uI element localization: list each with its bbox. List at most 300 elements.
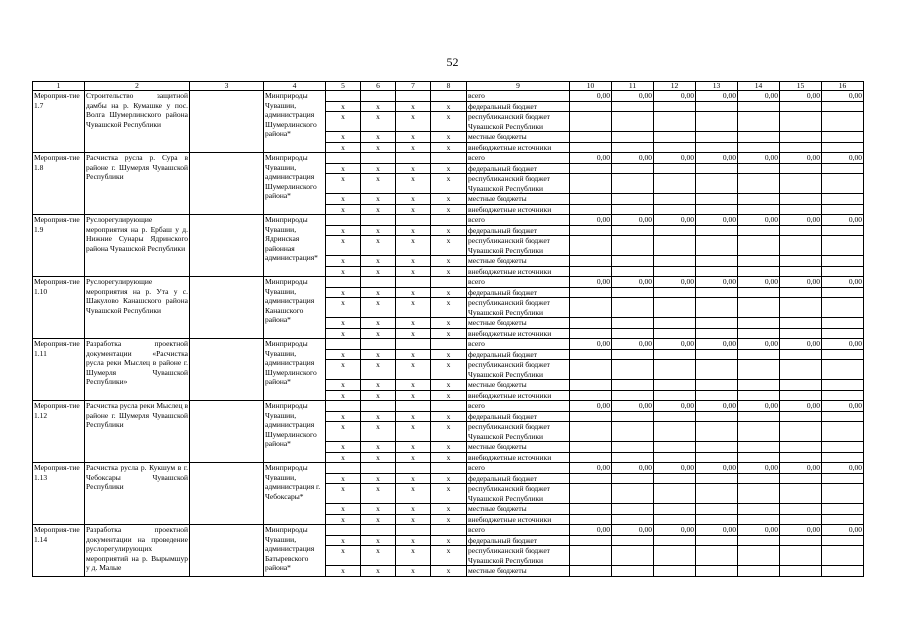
x-mark: x: [361, 546, 396, 566]
value-cell: 0,00: [738, 153, 780, 164]
x-mark: x: [326, 132, 361, 143]
empty-cell: [822, 287, 864, 298]
x-mark: x: [396, 442, 431, 453]
empty-cell: [654, 132, 696, 143]
x-mark: x: [396, 132, 431, 143]
col-header: 6: [361, 82, 396, 91]
x-mark: x: [326, 174, 361, 194]
event-executor: Минприроды Чувашии, администрация Шумерлинского района*: [264, 401, 326, 463]
x-mark: x: [361, 132, 396, 143]
x-mark: x: [361, 514, 396, 525]
value-cell: 0,00: [570, 525, 612, 536]
x-mark: x: [326, 225, 361, 236]
funding-source: всего: [467, 277, 570, 288]
x-mark: x: [396, 546, 431, 566]
x-mark: x: [396, 328, 431, 339]
x-mark: x: [361, 328, 396, 339]
event-executor: Минприроды Чувашии, администрация г. Чебоксары*: [264, 463, 326, 525]
x-mark: x: [431, 318, 467, 329]
empty-cell: [570, 174, 612, 194]
x-mark: x: [431, 452, 467, 463]
empty-cell: [654, 266, 696, 277]
empty-cell: [654, 225, 696, 236]
empty-cell: [570, 422, 612, 442]
x-mark: x: [396, 142, 431, 153]
x-mark: x: [326, 452, 361, 463]
value-cell: 0,00: [780, 401, 822, 412]
event-number: Мероприя-тие 1.14: [33, 525, 85, 577]
empty-cell: [696, 390, 738, 401]
table-row: [33, 463, 864, 474]
empty-cell: [780, 225, 822, 236]
value-cell: 0,00: [570, 91, 612, 102]
funding-source: всего: [467, 525, 570, 536]
value-cell: 0,00: [780, 277, 822, 288]
x-mark: x: [361, 287, 396, 298]
funding-source: федеральный бюджет: [467, 225, 570, 236]
empty-cell: [396, 339, 431, 350]
empty-cell: [822, 390, 864, 401]
empty-cell: [822, 194, 864, 205]
empty-cell: [696, 422, 738, 442]
empty-cell: [738, 194, 780, 205]
x-mark: x: [396, 566, 431, 577]
empty-cell: [361, 215, 396, 226]
empty-cell: [570, 142, 612, 153]
empty-cell: [738, 411, 780, 422]
value-cell: 0,00: [612, 339, 654, 350]
empty-cell: [696, 298, 738, 318]
empty-cell: [738, 318, 780, 329]
x-mark: x: [326, 535, 361, 546]
empty-cell: [190, 153, 264, 215]
value-cell: 0,00: [822, 339, 864, 350]
empty-cell: [570, 318, 612, 329]
empty-cell: [780, 380, 822, 391]
table-row: [33, 277, 864, 288]
x-mark: x: [361, 163, 396, 174]
value-cell: 0,00: [780, 525, 822, 536]
empty-cell: [696, 328, 738, 339]
empty-cell: [570, 194, 612, 205]
x-mark: x: [326, 204, 361, 215]
x-mark: x: [396, 484, 431, 504]
x-mark: x: [361, 484, 396, 504]
empty-cell: [822, 142, 864, 153]
empty-cell: [396, 401, 431, 412]
empty-cell: [780, 442, 822, 453]
event-executor: Минприроды Чувашии, администрация Шумерлинского района*: [264, 153, 326, 215]
empty-cell: [431, 339, 467, 350]
empty-cell: [570, 163, 612, 174]
empty-cell: [570, 484, 612, 504]
empty-cell: [654, 514, 696, 525]
x-mark: x: [326, 349, 361, 360]
event-number: Мероприя-тие 1.13: [33, 463, 85, 525]
funding-source: местные бюджеты: [467, 380, 570, 391]
empty-cell: [326, 463, 361, 474]
value-cell: 0,00: [570, 277, 612, 288]
value-cell: 0,00: [822, 401, 864, 412]
funding-source: внебюджетные источники: [467, 390, 570, 401]
empty-cell: [822, 442, 864, 453]
empty-cell: [654, 204, 696, 215]
empty-cell: [780, 256, 822, 267]
value-cell: 0,00: [780, 215, 822, 226]
empty-cell: [396, 91, 431, 102]
table-row: [33, 525, 864, 536]
event-executor: Минприроды Чувашии, администрация Шумерлинского района*: [264, 339, 326, 401]
x-mark: x: [361, 204, 396, 215]
x-mark: x: [326, 101, 361, 112]
empty-cell: [696, 225, 738, 236]
empty-cell: [780, 112, 822, 132]
empty-cell: [612, 112, 654, 132]
x-mark: x: [431, 112, 467, 132]
empty-cell: [780, 535, 822, 546]
value-cell: 0,00: [822, 525, 864, 536]
x-mark: x: [431, 360, 467, 380]
value-cell: 0,00: [822, 463, 864, 474]
empty-cell: [696, 112, 738, 132]
x-mark: x: [326, 442, 361, 453]
empty-cell: [696, 132, 738, 143]
empty-cell: [696, 256, 738, 267]
funding-source: местные бюджеты: [467, 442, 570, 453]
empty-cell: [654, 101, 696, 112]
empty-cell: [570, 225, 612, 236]
x-mark: x: [396, 256, 431, 267]
value-cell: 0,00: [822, 277, 864, 288]
empty-cell: [612, 287, 654, 298]
value-cell: 0,00: [654, 153, 696, 164]
col-header: 15: [780, 82, 822, 91]
event-description: Расчистка русла р. Сура в районе г. Шумерля Чувашской Республики: [85, 153, 190, 215]
empty-cell: [822, 318, 864, 329]
value-cell: 0,00: [822, 91, 864, 102]
col-header: 5: [326, 82, 361, 91]
value-cell: 0,00: [570, 153, 612, 164]
value-cell: 0,00: [738, 339, 780, 350]
empty-cell: [654, 360, 696, 380]
empty-cell: [570, 380, 612, 391]
funding-source: федеральный бюджет: [467, 101, 570, 112]
value-cell: 0,00: [570, 401, 612, 412]
x-mark: x: [326, 422, 361, 442]
empty-cell: [738, 360, 780, 380]
funding-source: республиканский бюджет Чувашской Республики: [467, 360, 570, 380]
value-cell: 0,00: [696, 401, 738, 412]
empty-cell: [612, 328, 654, 339]
x-mark: x: [396, 163, 431, 174]
program-table: [32, 81, 864, 577]
x-mark: x: [431, 256, 467, 267]
empty-cell: [612, 204, 654, 215]
empty-cell: [822, 298, 864, 318]
x-mark: x: [431, 174, 467, 194]
empty-cell: [696, 566, 738, 577]
x-mark: x: [326, 484, 361, 504]
empty-cell: [696, 266, 738, 277]
x-mark: x: [396, 112, 431, 132]
empty-cell: [361, 277, 396, 288]
table-row: [33, 91, 864, 102]
x-mark: x: [326, 328, 361, 339]
value-cell: 0,00: [738, 525, 780, 536]
empty-cell: [361, 153, 396, 164]
value-cell: 0,00: [780, 91, 822, 102]
x-mark: x: [396, 452, 431, 463]
empty-cell: [570, 236, 612, 256]
empty-cell: [612, 504, 654, 515]
empty-cell: [612, 298, 654, 318]
x-mark: x: [431, 101, 467, 112]
empty-cell: [396, 525, 431, 536]
x-mark: x: [361, 174, 396, 194]
funding-source: всего: [467, 339, 570, 350]
empty-cell: [738, 452, 780, 463]
empty-cell: [570, 132, 612, 143]
empty-cell: [780, 566, 822, 577]
empty-cell: [696, 504, 738, 515]
empty-cell: [190, 401, 264, 463]
empty-cell: [570, 266, 612, 277]
empty-cell: [738, 256, 780, 267]
value-cell: 0,00: [696, 277, 738, 288]
empty-cell: [696, 484, 738, 504]
col-header: 8: [431, 82, 467, 91]
empty-cell: [738, 349, 780, 360]
funding-source: местные бюджеты: [467, 566, 570, 577]
empty-cell: [738, 390, 780, 401]
funding-source: внебюджетные источники: [467, 452, 570, 463]
x-mark: x: [396, 349, 431, 360]
empty-cell: [570, 328, 612, 339]
empty-cell: [612, 318, 654, 329]
x-mark: x: [431, 380, 467, 391]
empty-cell: [822, 225, 864, 236]
empty-cell: [822, 266, 864, 277]
empty-cell: [570, 298, 612, 318]
empty-cell: [780, 411, 822, 422]
funding-source: всего: [467, 91, 570, 102]
funding-source: республиканский бюджет Чувашской Республики: [467, 112, 570, 132]
empty-cell: [654, 390, 696, 401]
empty-cell: [738, 473, 780, 484]
empty-cell: [654, 473, 696, 484]
value-cell: 0,00: [654, 525, 696, 536]
empty-cell: [822, 101, 864, 112]
empty-cell: [780, 349, 822, 360]
value-cell: 0,00: [654, 339, 696, 350]
event-number: Мероприя-тие 1.10: [33, 277, 85, 339]
x-mark: x: [326, 163, 361, 174]
x-mark: x: [326, 142, 361, 153]
x-mark: x: [326, 411, 361, 422]
value-cell: 0,00: [654, 215, 696, 226]
funding-source: местные бюджеты: [467, 132, 570, 143]
empty-cell: [738, 174, 780, 194]
empty-cell: [431, 525, 467, 536]
x-mark: x: [361, 535, 396, 546]
x-mark: x: [396, 101, 431, 112]
empty-cell: [822, 514, 864, 525]
empty-cell: [612, 266, 654, 277]
x-mark: x: [431, 328, 467, 339]
empty-cell: [612, 142, 654, 153]
empty-cell: [654, 298, 696, 318]
empty-cell: [326, 277, 361, 288]
empty-cell: [361, 339, 396, 350]
col-header: 14: [738, 82, 780, 91]
empty-cell: [654, 566, 696, 577]
x-mark: x: [431, 194, 467, 205]
x-mark: x: [361, 112, 396, 132]
empty-cell: [570, 101, 612, 112]
empty-cell: [654, 484, 696, 504]
x-mark: x: [361, 142, 396, 153]
empty-cell: [654, 236, 696, 256]
empty-cell: [190, 215, 264, 277]
empty-cell: [696, 514, 738, 525]
x-mark: x: [431, 566, 467, 577]
empty-cell: [654, 546, 696, 566]
funding-source: республиканский бюджет Чувашской Республики: [467, 236, 570, 256]
empty-cell: [738, 484, 780, 504]
empty-cell: [780, 204, 822, 215]
x-mark: x: [431, 546, 467, 566]
empty-cell: [822, 349, 864, 360]
event-executor: Минприроды Чувашии, администрация Канашского района*: [264, 277, 326, 339]
event-executor: Минприроды Чувашии, администрация Батыревского района*: [264, 525, 326, 577]
x-mark: x: [431, 142, 467, 153]
x-mark: x: [396, 287, 431, 298]
empty-cell: [780, 504, 822, 515]
value-cell: 0,00: [654, 277, 696, 288]
value-cell: 0,00: [612, 401, 654, 412]
x-mark: x: [431, 442, 467, 453]
empty-cell: [654, 174, 696, 194]
event-description: Руслорегулирующие мероприятия на р. Ута у с. Шакулово Канашского района Чувашской Республики: [85, 277, 190, 339]
value-cell: 0,00: [822, 215, 864, 226]
empty-cell: [780, 546, 822, 566]
value-cell: 0,00: [738, 401, 780, 412]
col-header: 7: [396, 82, 431, 91]
x-mark: x: [396, 422, 431, 442]
value-cell: 0,00: [738, 215, 780, 226]
x-mark: x: [326, 266, 361, 277]
empty-cell: [696, 473, 738, 484]
empty-cell: [780, 452, 822, 463]
x-mark: x: [361, 422, 396, 442]
empty-cell: [431, 463, 467, 474]
funding-source: местные бюджеты: [467, 194, 570, 205]
x-mark: x: [396, 174, 431, 194]
col-header: 2: [85, 82, 190, 91]
x-mark: x: [326, 380, 361, 391]
empty-cell: [612, 442, 654, 453]
empty-cell: [612, 390, 654, 401]
funding-source: внебюджетные источники: [467, 328, 570, 339]
empty-cell: [738, 422, 780, 442]
value-cell: 0,00: [570, 463, 612, 474]
col-header: 3: [190, 82, 264, 91]
x-mark: x: [396, 504, 431, 515]
empty-cell: [431, 277, 467, 288]
value-cell: 0,00: [570, 215, 612, 226]
x-mark: x: [396, 266, 431, 277]
empty-cell: [654, 318, 696, 329]
x-mark: x: [326, 360, 361, 380]
empty-cell: [780, 132, 822, 143]
col-header: 11: [612, 82, 654, 91]
funding-source: всего: [467, 215, 570, 226]
empty-cell: [612, 360, 654, 380]
empty-cell: [738, 328, 780, 339]
x-mark: x: [431, 287, 467, 298]
empty-cell: [190, 277, 264, 339]
empty-cell: [570, 256, 612, 267]
x-mark: x: [361, 298, 396, 318]
event-description: Руслорегулирующие мероприятия на р. Ербаш у д. Нижние Сунары Ядринского района Чувашской Республики: [85, 215, 190, 277]
x-mark: x: [431, 225, 467, 236]
funding-source: республиканский бюджет Чувашской Республики: [467, 546, 570, 566]
event-number: Мероприя-тие 1.9: [33, 215, 85, 277]
empty-cell: [780, 174, 822, 194]
empty-cell: [654, 163, 696, 174]
empty-cell: [696, 546, 738, 566]
col-header: 9: [467, 82, 570, 91]
x-mark: x: [396, 535, 431, 546]
empty-cell: [822, 380, 864, 391]
funding-source: федеральный бюджет: [467, 349, 570, 360]
empty-cell: [738, 101, 780, 112]
funding-source: республиканский бюджет Чувашской Республики: [467, 174, 570, 194]
empty-cell: [822, 204, 864, 215]
funding-source: федеральный бюджет: [467, 473, 570, 484]
empty-cell: [654, 422, 696, 442]
x-mark: x: [361, 442, 396, 453]
empty-cell: [822, 132, 864, 143]
empty-cell: [654, 452, 696, 463]
empty-cell: [780, 473, 822, 484]
empty-cell: [570, 473, 612, 484]
x-mark: x: [326, 194, 361, 205]
empty-cell: [570, 514, 612, 525]
empty-cell: [612, 452, 654, 463]
x-mark: x: [326, 473, 361, 484]
empty-cell: [738, 442, 780, 453]
empty-cell: [612, 163, 654, 174]
x-mark: x: [431, 266, 467, 277]
empty-cell: [396, 215, 431, 226]
event-number: Мероприя-тие 1.8: [33, 153, 85, 215]
x-mark: x: [361, 411, 396, 422]
empty-cell: [822, 546, 864, 566]
empty-cell: [326, 339, 361, 350]
empty-cell: [396, 153, 431, 164]
x-mark: x: [396, 390, 431, 401]
value-cell: 0,00: [612, 277, 654, 288]
empty-cell: [696, 360, 738, 380]
empty-cell: [654, 194, 696, 205]
x-mark: x: [326, 112, 361, 132]
x-mark: x: [396, 194, 431, 205]
x-mark: x: [431, 535, 467, 546]
empty-cell: [612, 484, 654, 504]
empty-cell: [780, 360, 822, 380]
value-cell: 0,00: [738, 91, 780, 102]
